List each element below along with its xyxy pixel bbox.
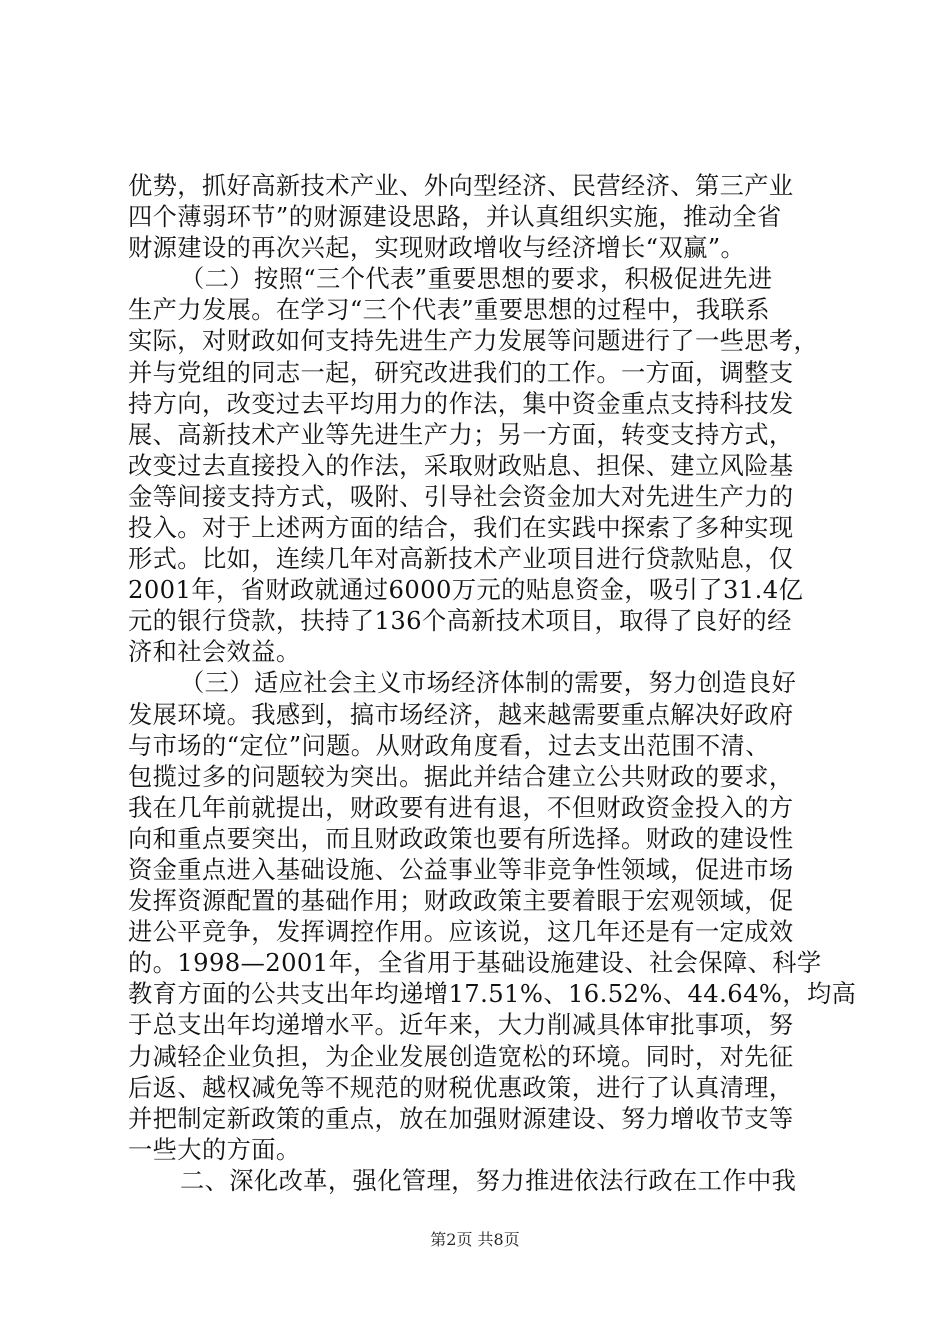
paragraph-line: 资金重点进入基础设施、公益事业等非竞争性领域，促进市场 (128, 855, 794, 884)
paragraph-line: 发展环境。我感到，搞市场经济，越来越需要重点解决好政府 (128, 699, 794, 729)
paragraph-line: 济和社会效益。 (128, 637, 301, 667)
paragraph-line: 进公平竞争，发挥调控作用。应该说，这几年还是有一定成效 (128, 917, 794, 947)
paragraph-line: 2001年，省财政就通过6000万元的贴息资金，吸引了31.4亿 (128, 575, 804, 605)
paragraph-line: 形式。比如，连续几年对高新技术产业项目进行贷款贴息，仅 (128, 544, 794, 574)
paragraph-line: 元的银行贷款，扶持了136个高新技术项目，取得了良好的经 (128, 606, 792, 636)
paragraph-line: 实际，对财政如何支持先进生产力发展等问题进行了一些思考， (128, 326, 819, 356)
paragraph-line: 生产力发展。在学习“三个代表”重要思想的过程中，我联系 (128, 295, 770, 325)
paragraph-line: 展、高新技术产业等先进生产力；另一方面，转变支持方式， (128, 419, 794, 449)
paragraph-line: 四个薄弱环节”的财源建设思路，并认真组织实施，推动全省 (128, 202, 782, 232)
paragraph-line: 并与党组的同志一起，研究改进我们的工作。一方面，调整支 (128, 357, 794, 387)
paragraph-line: （三）适应社会主义市场经济体制的需要，努力创造良好 (180, 668, 797, 698)
paragraph-line: 投入。对于上述两方面的结合，我们在实践中探索了多种实现 (128, 513, 794, 542)
paragraph-line: 金等间接支持方式，吸附、引导社会资金加大对先进生产力的 (128, 481, 794, 511)
paragraph-line: 优势，抓好高新技术产业、外向型经济、民营经济、第三产业 (128, 171, 794, 200)
paragraph-line: 力减轻企业负担，为企业发展创造宽松的环境。同时，对先征 (128, 1041, 794, 1071)
paragraph-line: 后返、越权减免等不规范的财税优惠政策，进行了认真清理， (128, 1072, 794, 1102)
paragraph-line: 二、深化改革，强化管理，努力推进依法行政在工作中我 (180, 1165, 797, 1195)
paragraph-line: 包揽过多的问题较为突出。据此并结合建立公共财政的要求， (128, 761, 794, 791)
paragraph-line: 并把制定新政策的重点，放在加强财源建设、努力增收节支等 (128, 1103, 794, 1133)
paragraph-line: 教育方面的公共支出年均递增17.51%、16.52%、44.64%，均高 (128, 979, 857, 1009)
paragraph-line: 改变过去直接投入的作法，采取财政贴息、担保、建立风险基 (128, 450, 794, 480)
paragraph-line: （二）按照“三个代表”重要思想的要求，积极促进先进 (180, 264, 773, 294)
paragraph-line: 于总支出年均递增水平。近年来，大力削减具体审批事项，努 (128, 1010, 794, 1040)
paragraph-line: 向和重点要突出，而且财政政策也要有所选择。财政的建设性 (128, 823, 794, 853)
page-number-footer: 第2页 共8页 (430, 1230, 520, 1249)
paragraph-line: 持方向，改变过去平均用力的作法，集中资金重点支持科技发 (128, 388, 794, 418)
paragraph-line: 一些大的方面。 (128, 1134, 301, 1164)
paragraph-line: 与市场的“定位”问题。从财政角度看，过去支出范围不清、 (128, 730, 770, 760)
paragraph-line: 的。1998—2001年，全省用于基础设施建设、社会保障、科学 (128, 948, 822, 978)
paragraph-line: 我在几年前就提出，财政要有进有退，不但财政资金投入的方 (128, 792, 794, 822)
paragraph-line: 发挥资源配置的基础作用；财政政策主要着眼于宏观领域，促 (128, 886, 794, 916)
paragraph-line: 财源建设的再次兴起，实现财政增收与经济增长“双赢”。 (128, 233, 746, 263)
